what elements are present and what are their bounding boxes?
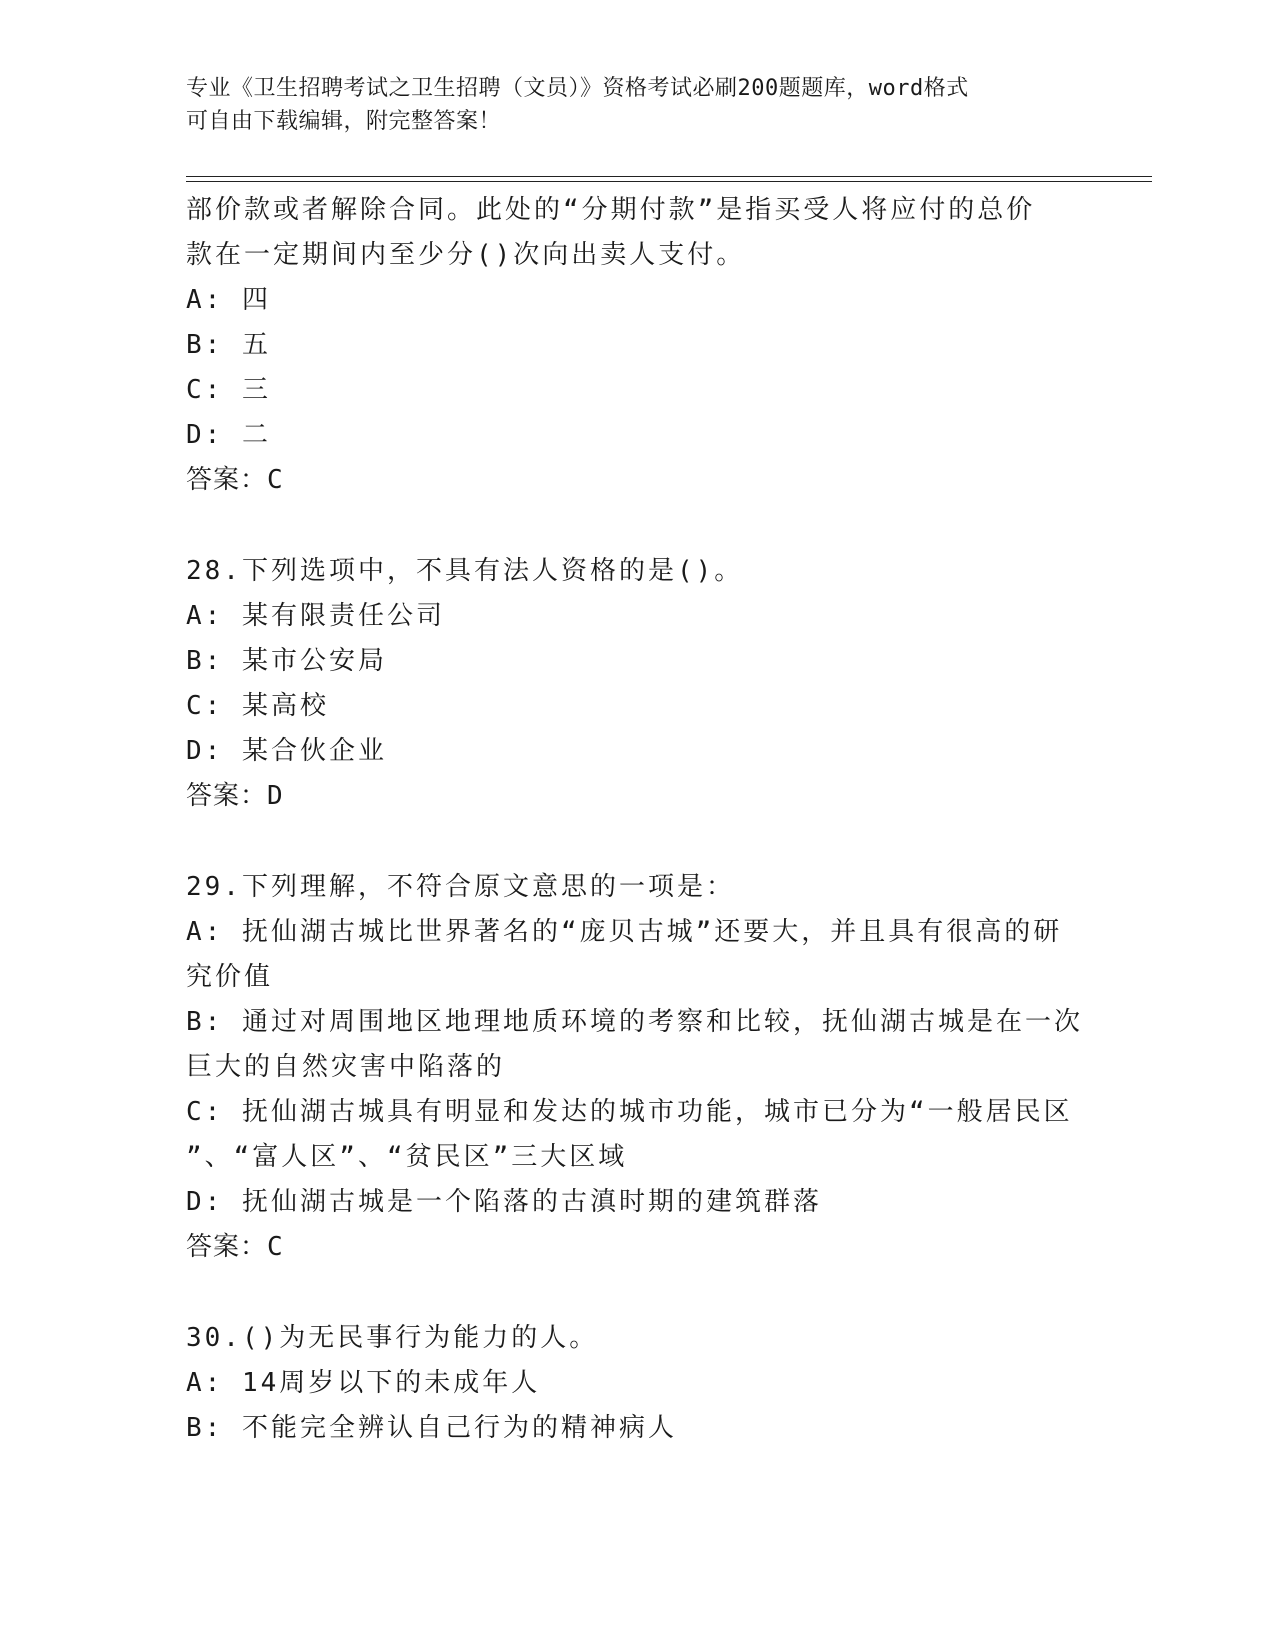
question-stem: 款在一定期间内至少分()次向出卖人支付。 bbox=[186, 240, 746, 270]
option-b: B: 某市公安局 bbox=[186, 646, 387, 676]
question-list bbox=[186, 188, 1086, 1451]
option-b: B: 不能完全辨认自己行为的精神病人 bbox=[186, 1413, 677, 1443]
question-spacer bbox=[186, 819, 1086, 865]
header-line-2: 可自由下载编辑，附完整答案！ bbox=[186, 109, 502, 134]
option-c: C: 某高校 bbox=[186, 691, 329, 721]
option-a: A: 某有限责任公司 bbox=[186, 601, 445, 631]
question-spacer bbox=[186, 1270, 1086, 1316]
question-stem: 29.下列理解，不符合原文意思的一项是： bbox=[186, 872, 735, 902]
option-d: D: 某合伙企业 bbox=[186, 736, 387, 766]
answer: 答案：D bbox=[186, 781, 284, 811]
question-spacer bbox=[186, 503, 1086, 549]
answer: 答案：C bbox=[186, 1232, 284, 1262]
page-header bbox=[186, 72, 1066, 138]
question-29 bbox=[186, 865, 1086, 1270]
question-stem: 28.下列选项中，不具有法人资格的是()。 bbox=[186, 556, 744, 586]
question-28 bbox=[186, 549, 1086, 819]
option-a-continued: 究价值 bbox=[186, 962, 274, 992]
question-27 bbox=[186, 188, 1086, 503]
question-30 bbox=[186, 1316, 1086, 1451]
option-c: C: 抚仙湖古城具有明显和发达的城市功能，城市已分为“一般居民区 bbox=[186, 1097, 1073, 1127]
option-b-continued: 巨大的自然灾害中陷落的 bbox=[186, 1052, 506, 1082]
header-line-1: 专业《卫生招聘考试之卫生招聘（文员）》资格考试必刷200题题库，word格式 bbox=[186, 76, 969, 101]
answer: 答案：C bbox=[186, 465, 284, 495]
option-b: B: 通过对周围地区地理地质环境的考察和比较，抚仙湖古城是在一次 bbox=[186, 1007, 1083, 1037]
option-d: D: 抚仙湖古城是一个陷落的古滇时期的建筑群落 bbox=[186, 1187, 822, 1217]
header-divider-top bbox=[186, 176, 1152, 177]
question-stem: 30.()为无民事行为能力的人。 bbox=[186, 1323, 599, 1353]
option-c-continued: ”、“富人区”、“贫民区”三大区域 bbox=[186, 1142, 628, 1172]
header-divider-bottom bbox=[186, 181, 1152, 182]
question-stem: 部价款或者解除合同。此处的“分期付款”是指买受人将应付的总价 bbox=[186, 195, 1036, 225]
option-a: A: 抚仙湖古城比世界著名的“庞贝古城”还要大，并且具有很高的研 bbox=[186, 917, 1063, 947]
option-b: B: 五 bbox=[186, 330, 271, 360]
option-a: A: 四 bbox=[186, 285, 271, 315]
option-a: A: 14周岁以下的未成年人 bbox=[186, 1368, 541, 1398]
option-d: D: 二 bbox=[186, 420, 271, 450]
option-c: C: 三 bbox=[186, 375, 271, 405]
